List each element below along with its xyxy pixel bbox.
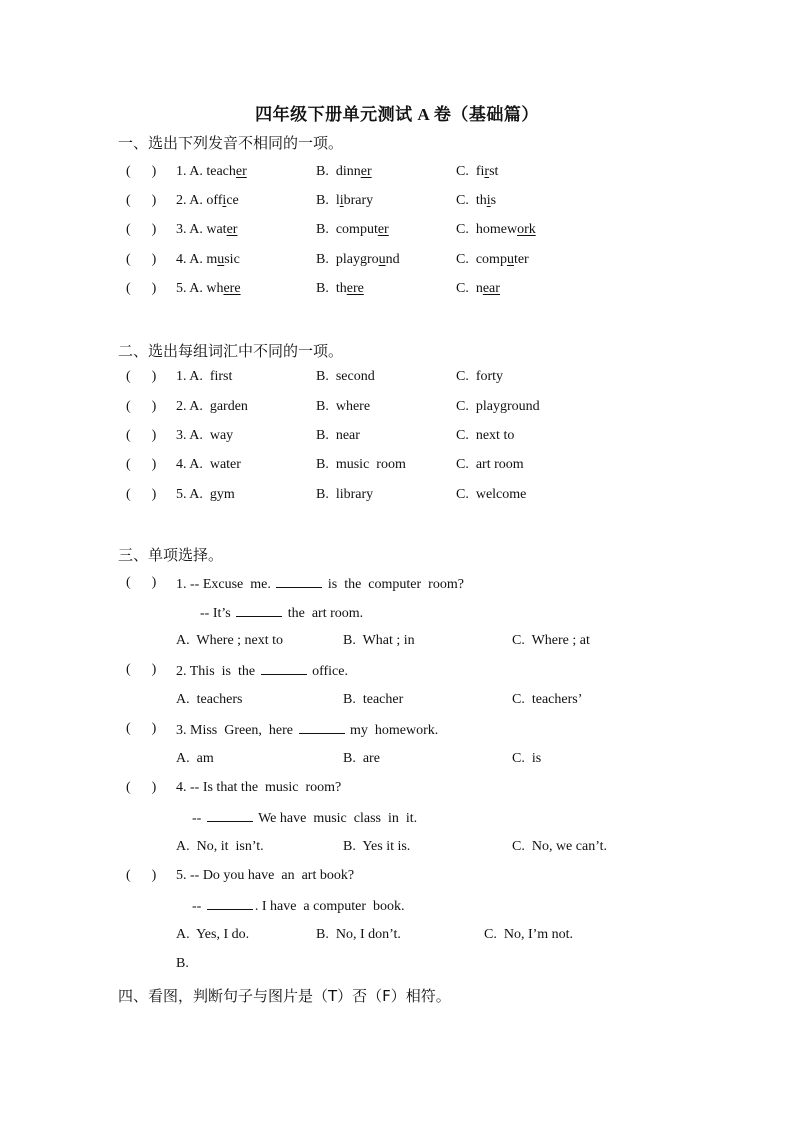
option-b: B. library — [316, 487, 374, 502]
option-c: C. is — [512, 751, 542, 766]
section-2-heading: 二、选出每组词汇中不同的一项。 — [118, 342, 344, 360]
section-3-heading: 三、单项选择。 — [118, 546, 224, 564]
question-stem: 3. Miss Green, here my homework. — [176, 723, 439, 738]
s3-question-5-extra — [0, 956, 794, 978]
fill-blank — [261, 662, 307, 675]
option-b: B. dinner — [316, 164, 372, 179]
answer-blank[interactable]: ( ) — [126, 193, 157, 208]
s3-question-1-reply — [0, 604, 794, 626]
answer-blank[interactable]: ( ) — [126, 222, 157, 237]
s3-question-3-options — [0, 751, 794, 773]
s2-question-4 — [0, 457, 794, 479]
question-stem: 2. This is the office. — [176, 664, 348, 679]
fill-blank — [207, 897, 253, 910]
option-c: C. playground — [456, 399, 540, 414]
s1-question-4 — [0, 252, 794, 274]
answer-blank[interactable]: ( ) — [126, 428, 157, 443]
answer-blank[interactable]: ( ) — [126, 252, 157, 267]
option-b: B. second — [316, 369, 375, 384]
option-b: B. Yes it is. — [343, 839, 411, 854]
option-a: 4. A. music — [176, 252, 240, 267]
option-c: C. computer — [456, 252, 529, 267]
section-4-heading: 四、看图，判断句子与图片是（T）否（F）相符。 — [118, 987, 451, 1005]
fill-blank — [276, 575, 322, 588]
option-b: B. where — [316, 399, 371, 414]
s1-question-2 — [0, 193, 794, 215]
question-stem: 5. -- Do you have an art book? — [176, 868, 355, 883]
s2-question-5 — [0, 487, 794, 509]
s3-question-1 — [0, 575, 794, 597]
option-b: B. What ; in — [343, 633, 415, 648]
option-a: 4. A. water — [176, 457, 241, 472]
option-c: C. teachers’ — [512, 692, 583, 707]
answer-blank[interactable]: ( ) — [126, 369, 157, 384]
option-a: A. Where ; next to — [176, 633, 284, 648]
s1-question-5 — [0, 281, 794, 303]
answer-blank[interactable]: ( ) — [126, 721, 157, 736]
option-c: C. No, I’m not. — [484, 927, 574, 942]
option-a: A. No, it isn’t. — [176, 839, 264, 854]
s3-question-5 — [0, 868, 794, 890]
stray-option-label: B. — [176, 956, 189, 971]
answer-blank[interactable]: ( ) — [126, 457, 157, 472]
section-1-heading: 一、选出下列发音不相同的一项。 — [118, 134, 344, 152]
option-c: C. homework — [456, 222, 536, 237]
option-a: 5. A. where — [176, 281, 241, 296]
option-c: C. forty — [456, 369, 504, 384]
option-a: 2. A. garden — [176, 399, 248, 414]
option-c: C. near — [456, 281, 500, 296]
option-c: C. art room — [456, 457, 524, 472]
option-b: B. there — [316, 281, 364, 296]
answer-blank[interactable]: ( ) — [126, 164, 157, 179]
option-a: 2. A. office — [176, 193, 239, 208]
option-a: 3. A. water — [176, 222, 238, 237]
option-b: B. library — [316, 193, 374, 208]
fill-blank — [236, 604, 282, 617]
option-c: C. next to — [456, 428, 515, 443]
option-b: B. music room — [316, 457, 406, 472]
s2-question-3 — [0, 428, 794, 450]
option-c: C. this — [456, 193, 497, 208]
question-stem: 4. -- Is that the music room? — [176, 780, 342, 795]
option-a: A. Yes, I do. — [176, 927, 250, 942]
option-b: B. teacher — [343, 692, 404, 707]
option-a: 3. A. way — [176, 428, 234, 443]
question-reply: -- . I have a computer book. — [192, 899, 405, 914]
option-a: 5. A. gym — [176, 487, 235, 502]
answer-blank[interactable]: ( ) — [126, 575, 157, 590]
option-c: C. No, we can’t. — [512, 839, 607, 854]
question-stem: 1. -- Excuse me. is the computer room? — [176, 577, 464, 592]
s2-question-1 — [0, 369, 794, 391]
s2-question-2 — [0, 399, 794, 421]
s3-question-4-options — [0, 839, 794, 861]
option-a: A. am — [176, 751, 214, 766]
s3-question-4-reply — [0, 809, 794, 831]
option-c: C. first — [456, 164, 499, 179]
answer-blank[interactable]: ( ) — [126, 780, 157, 795]
fill-blank — [207, 809, 253, 822]
question-reply: -- We have music class in it. — [192, 811, 418, 826]
fill-blank — [299, 721, 345, 734]
question-reply: -- It’s the art room. — [200, 606, 364, 621]
s3-question-5-options — [0, 927, 794, 949]
s1-question-1 — [0, 164, 794, 186]
s1-question-3 — [0, 222, 794, 244]
option-b: B. near — [316, 428, 360, 443]
s3-question-3 — [0, 721, 794, 743]
answer-blank[interactable]: ( ) — [126, 662, 157, 677]
option-c: C. welcome — [456, 487, 527, 502]
s3-question-4 — [0, 780, 794, 802]
answer-blank[interactable]: ( ) — [126, 399, 157, 414]
option-a: 1. A. teacher — [176, 164, 247, 179]
page-title: 四年级下册单元测试 A 卷（基础篇） — [255, 105, 539, 124]
s3-question-1-options — [0, 633, 794, 655]
option-b: B. playground — [316, 252, 400, 267]
option-b: B. computer — [316, 222, 389, 237]
answer-blank[interactable]: ( ) — [126, 281, 157, 296]
s3-question-5-reply — [0, 897, 794, 919]
s3-question-2-options — [0, 692, 794, 714]
option-b: B. are — [343, 751, 380, 766]
option-b: B. No, I don’t. — [316, 927, 401, 942]
option-a: 1. A. first — [176, 369, 233, 384]
answer-blank[interactable]: ( ) — [126, 868, 157, 883]
s3-question-2 — [0, 662, 794, 684]
option-c: C. Where ; at — [512, 633, 590, 648]
option-a: A. teachers — [176, 692, 243, 707]
answer-blank[interactable]: ( ) — [126, 487, 157, 502]
